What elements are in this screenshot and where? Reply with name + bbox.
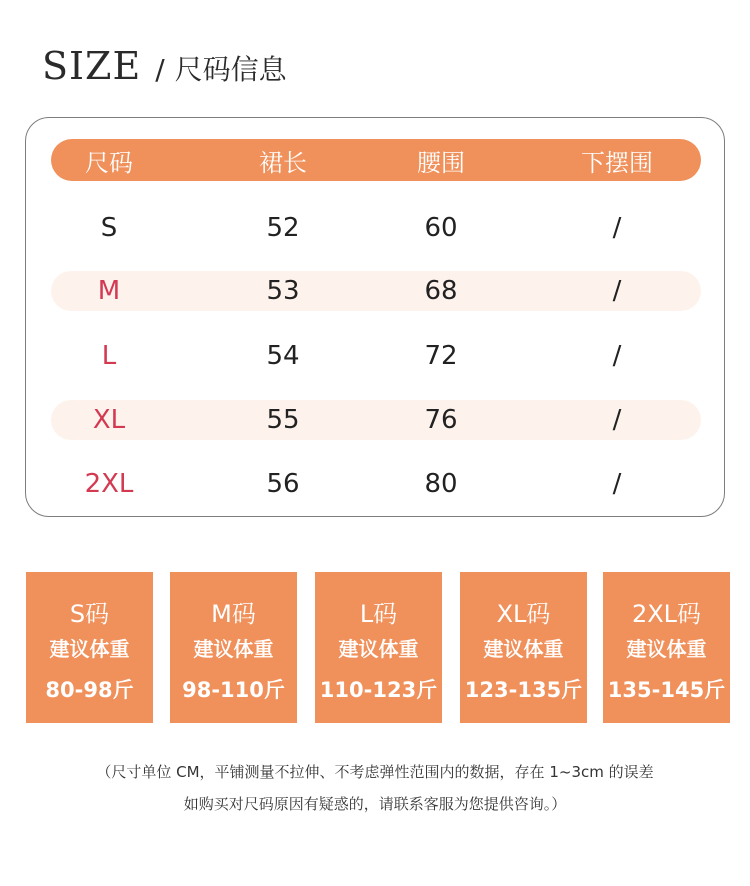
cell-length: 54 [266,341,300,371]
cell-length: 56 [266,469,300,499]
cell-hem: / [612,276,622,306]
weight-card-2xl [603,572,730,723]
table-header [51,139,701,181]
weight-card-l [315,572,442,723]
table-row [51,208,701,248]
cell-size: L [101,341,117,371]
cell-size: M [97,276,121,306]
weight-cards [26,572,726,723]
cell-waist: 76 [424,405,458,435]
page-title [42,44,287,92]
cell-length: 55 [266,405,300,435]
cell-size: XL [92,405,126,435]
cell-waist: 80 [424,469,458,499]
card-weight: 98-110斤 [182,678,285,702]
title-separator: / [155,53,165,86]
weight-card-xl [460,572,587,723]
header-waist: 腰围 [417,148,465,177]
table-row [51,271,701,311]
title-chinese: 尺码信息 [174,53,287,86]
measurement-note-line1: （尺寸单位 CM，平铺测量不拉伸、不考虑弹性范围内的数据，存在 1~3cm 的误差 [96,763,654,781]
card-advise: 建议体重 [193,637,274,661]
size-table [25,117,725,517]
card-size: M码 [211,600,256,628]
header-size: 尺码 [85,148,133,177]
header-length: 裙长 [259,148,307,177]
card-size: XL码 [496,600,551,628]
cell-hem: / [612,341,622,371]
cell-length: 53 [266,276,300,306]
cell-length: 52 [266,213,300,243]
table-row [51,336,701,376]
cell-size: 2XL [84,469,134,499]
weight-card-m [170,572,297,723]
cell-waist: 60 [424,213,458,243]
card-weight: 80-98斤 [45,678,134,702]
card-advise: 建议体重 [338,637,419,661]
card-advise: 建议体重 [49,637,130,661]
header-hem: 下摆围 [581,148,653,177]
card-weight: 135-145斤 [607,678,726,702]
table-row [51,400,701,440]
card-weight: 123-135斤 [464,678,583,702]
card-size: L码 [359,600,398,628]
measurement-note-line2: 如购买对尺码原因有疑惑的，请联系客服为您提供咨询。） [183,795,567,813]
card-advise: 建议体重 [626,637,707,661]
weight-card-s [26,572,153,723]
card-weight: 110-123斤 [319,678,438,702]
cell-waist: 68 [424,276,458,306]
title-english: SIZE [42,44,142,88]
card-size: S码 [69,600,110,628]
cell-hem: / [612,469,622,499]
card-size: 2XL码 [631,600,702,628]
table-row [51,464,701,504]
card-advise: 建议体重 [483,637,564,661]
cell-waist: 72 [424,341,458,371]
cell-size: S [100,213,118,243]
cell-hem: / [612,405,622,435]
cell-hem: / [612,213,622,243]
